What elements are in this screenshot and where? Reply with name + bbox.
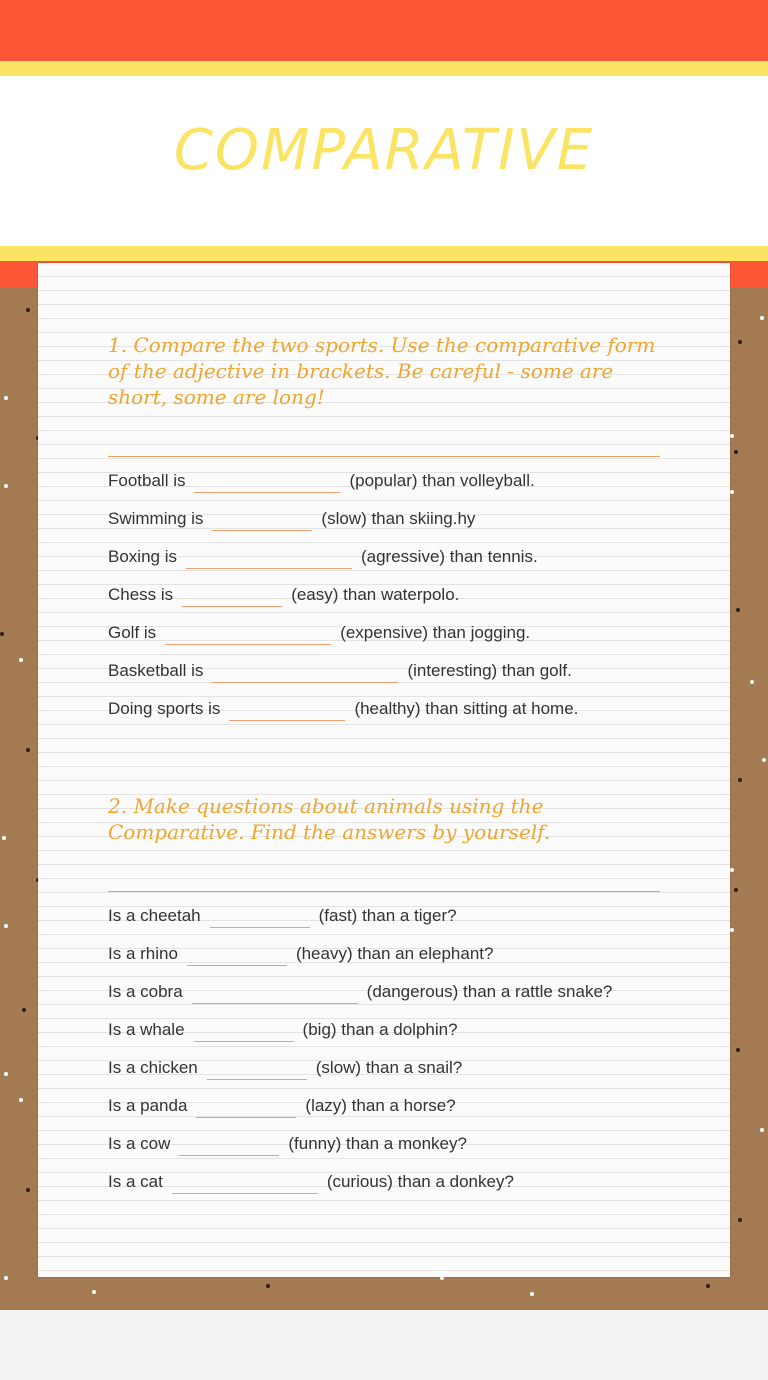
decor-dot [730, 434, 734, 438]
sentence-end: (expensive) than jogging. [340, 623, 531, 642]
sentence-start: Is a panda [108, 1096, 188, 1115]
decor-dot [4, 1072, 8, 1076]
decor-dot [26, 1188, 30, 1192]
section1-heading: 1. Compare the two sports. Use the comparative form of the adjective in brackets. Be careful - some are short, some are long! [108, 333, 656, 409]
sentence-start: Is a cat [108, 1172, 163, 1191]
decor-dot [26, 748, 30, 752]
worksheet-paper [38, 263, 730, 1277]
page-title: COMPARATIVE [173, 118, 595, 183]
sentence-end: (interesting) than golf. [407, 661, 572, 680]
sentence-end: (easy) than waterpolo. [291, 585, 460, 604]
section1-divider [108, 456, 660, 457]
exercise-row [108, 622, 530, 644]
decor-dot [736, 608, 740, 612]
decor-dot [4, 924, 8, 928]
decor-dot [738, 778, 742, 782]
sentence-start: Basketball is [108, 661, 204, 680]
sentence-start: Football is [108, 471, 186, 490]
sentence-start: Is a cobra [108, 982, 183, 1001]
decor-dot [760, 316, 764, 320]
decor-dot [266, 1284, 270, 1288]
sentence-start: Chess is [108, 585, 174, 604]
answer-blank[interactable] [172, 1171, 318, 1194]
exercise-row [108, 584, 459, 606]
sentence-end: (healthy) than sitting at home. [354, 699, 579, 718]
sentence-start: Golf is [108, 623, 157, 642]
exercise-row [108, 1095, 456, 1117]
answer-blank[interactable] [192, 981, 358, 1004]
decor-dot [0, 632, 4, 636]
decor-dot [734, 888, 738, 892]
sentence-end: (curious) than a donkey? [326, 1172, 514, 1191]
sentence-end: (slow) than a snail? [315, 1058, 463, 1077]
decor-dot [730, 868, 734, 872]
sentence-start: Is a whale [108, 1020, 185, 1039]
decor-dot [19, 658, 23, 662]
decor-dot [750, 680, 754, 684]
exercise-row [108, 1171, 514, 1193]
sentence-end: (big) than a dolphin? [302, 1020, 458, 1039]
decor-dot [92, 1290, 96, 1294]
answer-blank[interactable] [194, 1019, 294, 1042]
sentence-end: (funny) than a monkey? [288, 1134, 467, 1153]
decor-dot [760, 1128, 764, 1132]
exercise-row [108, 508, 475, 530]
decor-dot [736, 1048, 740, 1052]
decor-dot [4, 484, 8, 488]
answer-blank[interactable] [186, 546, 352, 569]
top-color-bar [0, 0, 768, 61]
sentence-start: Doing sports is [108, 699, 221, 718]
sentence-start: Is a cheetah [108, 906, 201, 925]
decor-dot [730, 928, 734, 932]
decor-dot [19, 1098, 23, 1102]
answer-blank[interactable] [207, 1057, 307, 1080]
sentence-start: Boxing is [108, 547, 177, 566]
answer-blank[interactable] [212, 660, 398, 683]
sentence-end: (lazy) than a horse? [305, 1096, 456, 1115]
answer-blank[interactable] [196, 1095, 296, 1118]
sentence-end: (slow) than skiing.hy [321, 509, 476, 528]
decor-dot [530, 1292, 534, 1296]
sentence-end: (fast) than a tiger? [318, 906, 457, 925]
answer-blank[interactable] [229, 698, 345, 721]
answer-blank[interactable] [212, 508, 312, 531]
sentence-start: Swimming is [108, 509, 204, 528]
sentence-end: (agressive) than tennis. [360, 547, 538, 566]
decor-dot [734, 450, 738, 454]
exercise-row [108, 1133, 467, 1155]
decor-dot [738, 1218, 742, 1222]
sentence-start: Is a cow [108, 1134, 171, 1153]
decor-dot [4, 1276, 8, 1280]
sentence-end: (popular) than volleyball. [349, 471, 535, 490]
exercise-row [108, 698, 578, 720]
sentence-start: Is a chicken [108, 1058, 198, 1077]
exercise-row [108, 981, 612, 1003]
answer-blank[interactable] [187, 943, 287, 966]
decor-dot [4, 396, 8, 400]
answer-blank[interactable] [182, 584, 282, 607]
exercise-row [108, 546, 538, 568]
decor-dot [738, 340, 742, 344]
answer-blank[interactable] [194, 470, 340, 493]
sentence-end: (heavy) than an elephant? [295, 944, 494, 963]
decor-dot [730, 490, 734, 494]
exercise-row [108, 943, 493, 965]
exercise-row [108, 470, 535, 492]
exercise-row [108, 1057, 462, 1079]
answer-blank[interactable] [179, 1133, 279, 1156]
sentence-end: (dangerous) than a rattle snake? [366, 982, 613, 1001]
decor-dot [26, 308, 30, 312]
section2-heading: 2. Make questions about animals using the Comparative. Find the answers by yourself. [108, 794, 551, 844]
mid-yellow-stripe [0, 246, 768, 261]
exercise-row [108, 660, 572, 682]
decor-dot [706, 1284, 710, 1288]
decor-dot [762, 758, 766, 762]
decor-dot [22, 1008, 26, 1012]
sentence-start: Is a rhino [108, 944, 178, 963]
section2-divider [108, 891, 660, 892]
exercise-row [108, 905, 457, 927]
exercise-row [108, 1019, 458, 1041]
answer-blank[interactable] [165, 622, 331, 645]
top-yellow-stripe [0, 61, 768, 76]
decor-dot [2, 836, 6, 840]
answer-blank[interactable] [210, 905, 310, 928]
